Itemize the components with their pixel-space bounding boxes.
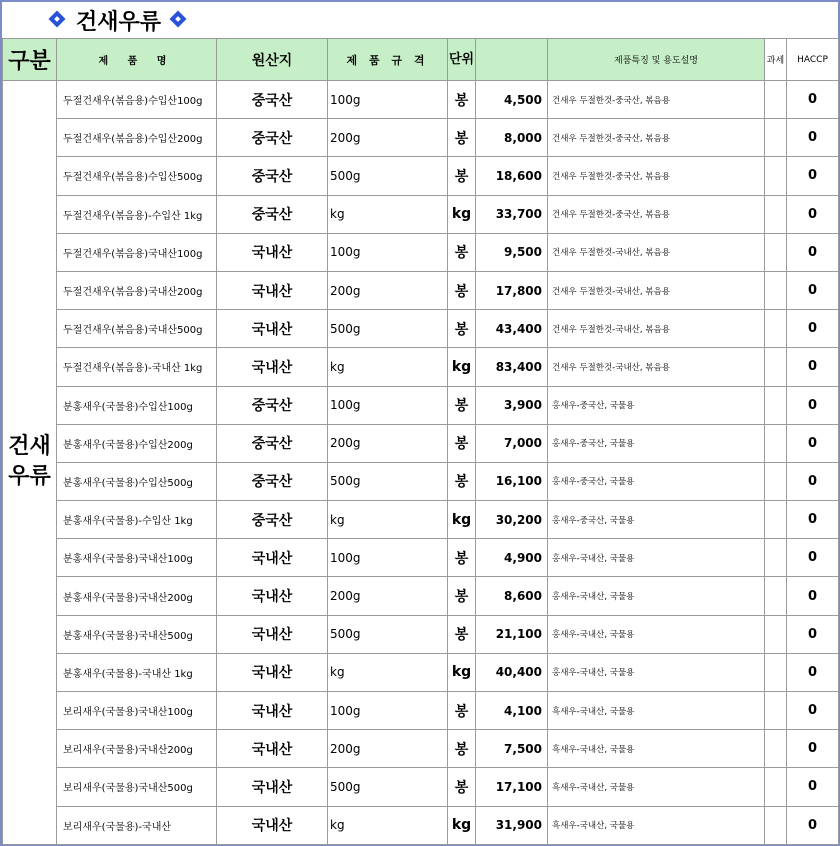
tax-cell[interactable] [765, 81, 787, 119]
origin-cell[interactable]: 국내산 [217, 768, 328, 806]
table-row [3, 424, 839, 462]
spec-cell[interactable]: 200g [328, 424, 448, 462]
table-row [3, 271, 839, 309]
spec-cell[interactable]: 100g [328, 233, 448, 271]
haccp-cell[interactable]: 0 [787, 424, 839, 462]
price-cell[interactable]: 17,100 [476, 768, 548, 806]
haccp-cell[interactable]: 0 [787, 271, 839, 309]
haccp-cell[interactable]: 0 [787, 157, 839, 195]
price-cell[interactable]: 18,600 [476, 157, 548, 195]
origin-cell[interactable]: 국내산 [217, 310, 328, 348]
origin-cell[interactable]: 중국산 [217, 195, 328, 233]
spec-cell[interactable]: kg [328, 195, 448, 233]
price-cell[interactable]: 40,400 [476, 653, 548, 691]
description-cell[interactable]: 건새우 두절한것-중국산, 볶음용 [548, 81, 765, 119]
tax-cell[interactable] [765, 501, 787, 539]
description-cell[interactable]: 건새우 두절한것-중국산, 볶음용 [548, 157, 765, 195]
tax-cell[interactable] [765, 692, 787, 730]
description-cell[interactable]: 홍새우-중국산, 국물용 [548, 386, 765, 424]
product-name-cell[interactable]: 분홍새우(국물용)국내산100g [57, 539, 217, 577]
haccp-cell[interactable]: 0 [787, 730, 839, 768]
product-name-cell[interactable]: 보리새우(국물용)-국내산 [57, 806, 217, 844]
unit-cell[interactable]: 봉 [448, 310, 476, 348]
header-description[interactable]: 제품특징 및 용도설명 [548, 39, 765, 81]
spec-cell[interactable]: kg [328, 501, 448, 539]
description-cell[interactable]: 건새우 두절한것-국내산, 볶음용 [548, 233, 765, 271]
product-name-cell[interactable]: 두절건새우(볶음용)국내산100g [57, 233, 217, 271]
spec-cell[interactable]: 500g [328, 615, 448, 653]
tax-cell[interactable] [765, 233, 787, 271]
unit-cell[interactable]: 봉 [448, 271, 476, 309]
table-row [3, 81, 839, 119]
spec-cell[interactable]: 500g [328, 310, 448, 348]
unit-cell[interactable]: 봉 [448, 692, 476, 730]
tax-cell[interactable] [765, 348, 787, 386]
origin-cell[interactable]: 중국산 [217, 157, 328, 195]
product-name-cell[interactable]: 두절건새우(볶음용)수입산100g [57, 81, 217, 119]
origin-cell[interactable]: 국내산 [217, 730, 328, 768]
table-row [3, 730, 839, 768]
description-cell[interactable]: 홍새우-중국산, 국물용 [548, 424, 765, 462]
unit-cell[interactable]: 봉 [448, 81, 476, 119]
header-haccp[interactable]: HACCP [787, 39, 839, 81]
table-row [3, 806, 839, 844]
price-cell[interactable]: 3,900 [476, 386, 548, 424]
haccp-cell[interactable]: 0 [787, 348, 839, 386]
unit-cell[interactable]: kg [448, 195, 476, 233]
product-name-cell[interactable]: 두절건새우(볶음용)-수입산 1kg [57, 195, 217, 233]
spec-cell[interactable]: kg [328, 806, 448, 844]
haccp-cell[interactable]: 0 [787, 768, 839, 806]
product-name-cell[interactable]: 분홍새우(국물용)국내산200g [57, 577, 217, 615]
description-cell[interactable]: 건새우 두절한것-중국산, 볶음용 [548, 195, 765, 233]
table-row [3, 310, 839, 348]
price-cell[interactable]: 30,200 [476, 501, 548, 539]
product-name-cell[interactable]: 분홍새우(국물용)-수입산 1kg [57, 501, 217, 539]
tax-cell[interactable] [765, 462, 787, 500]
origin-cell[interactable]: 중국산 [217, 462, 328, 500]
origin-cell[interactable]: 국내산 [217, 271, 328, 309]
table-row [3, 119, 839, 157]
unit-cell[interactable]: 봉 [448, 424, 476, 462]
tax-cell[interactable] [765, 157, 787, 195]
tax-cell[interactable] [765, 310, 787, 348]
table-row [3, 615, 839, 653]
product-name-cell[interactable]: 두절건새우(볶음용)수입산200g [57, 119, 217, 157]
spec-cell[interactable]: 100g [328, 539, 448, 577]
haccp-cell[interactable]: 0 [787, 577, 839, 615]
unit-cell[interactable]: 봉 [448, 233, 476, 271]
description-cell[interactable]: 홍새우-중국산, 국물용 [548, 501, 765, 539]
description-cell[interactable]: 건새우 두절한것-국내산, 볶음용 [548, 310, 765, 348]
origin-cell[interactable]: 국내산 [217, 692, 328, 730]
unit-cell[interactable]: 봉 [448, 768, 476, 806]
table-row [3, 653, 839, 691]
spec-cell[interactable]: 200g [328, 730, 448, 768]
price-cell[interactable]: 4,100 [476, 692, 548, 730]
tax-cell[interactable] [765, 653, 787, 691]
origin-cell[interactable]: 국내산 [217, 806, 328, 844]
table-row [3, 768, 839, 806]
header-spec[interactable]: 제 품 규 격 [328, 39, 448, 81]
price-cell[interactable]: 43,400 [476, 310, 548, 348]
origin-cell[interactable]: 국내산 [217, 653, 328, 691]
unit-cell[interactable]: 봉 [448, 577, 476, 615]
origin-cell[interactable]: 중국산 [217, 501, 328, 539]
spec-cell[interactable]: 100g [328, 386, 448, 424]
description-cell[interactable]: 흑새우-국내산, 국물용 [548, 768, 765, 806]
haccp-cell[interactable]: 0 [787, 806, 839, 844]
spec-cell[interactable]: 200g [328, 577, 448, 615]
price-cell[interactable]: 16,100 [476, 462, 548, 500]
tax-cell[interactable] [765, 539, 787, 577]
table-row [3, 386, 839, 424]
haccp-cell[interactable]: 0 [787, 81, 839, 119]
price-cell[interactable]: 31,900 [476, 806, 548, 844]
price-cell[interactable]: 8,000 [476, 119, 548, 157]
haccp-cell[interactable]: 0 [787, 195, 839, 233]
description-cell[interactable]: 건새우 두절한것-중국산, 볶음용 [548, 119, 765, 157]
table-row [3, 692, 839, 730]
origin-cell[interactable]: 중국산 [217, 424, 328, 462]
spec-cell[interactable]: 100g [328, 81, 448, 119]
haccp-cell[interactable]: 0 [787, 119, 839, 157]
price-cell[interactable]: 17,800 [476, 271, 548, 309]
table-row [3, 539, 839, 577]
origin-cell[interactable]: 국내산 [217, 577, 328, 615]
price-cell[interactable]: 83,400 [476, 348, 548, 386]
table-row [3, 501, 839, 539]
price-cell[interactable]: 4,500 [476, 81, 548, 119]
price-cell[interactable]: 9,500 [476, 233, 548, 271]
price-cell[interactable]: 7,000 [476, 424, 548, 462]
unit-cell[interactable]: 봉 [448, 730, 476, 768]
unit-cell[interactable]: 봉 [448, 615, 476, 653]
tax-cell[interactable] [765, 806, 787, 844]
description-cell[interactable]: 건새우 두절한것-국내산, 볶음용 [548, 348, 765, 386]
spec-cell[interactable]: 200g [328, 271, 448, 309]
table-row [3, 462, 839, 500]
product-name-cell[interactable]: 두절건새우(볶음용)수입산500g [57, 157, 217, 195]
unit-cell[interactable]: 봉 [448, 157, 476, 195]
tax-cell[interactable] [765, 730, 787, 768]
haccp-cell[interactable]: 0 [787, 386, 839, 424]
product-name-cell[interactable]: 보리새우(국물용)국내산200g [57, 730, 217, 768]
unit-cell[interactable]: 봉 [448, 119, 476, 157]
price-cell[interactable]: 4,900 [476, 539, 548, 577]
tax-cell[interactable] [765, 768, 787, 806]
haccp-cell[interactable]: 0 [787, 615, 839, 653]
price-cell[interactable]: 8,600 [476, 577, 548, 615]
tax-cell[interactable] [765, 577, 787, 615]
unit-cell[interactable]: 봉 [448, 462, 476, 500]
table-row [3, 577, 839, 615]
table-row [3, 233, 839, 271]
description-cell[interactable]: 홍새우-중국산, 국물용 [548, 462, 765, 500]
origin-cell[interactable]: 중국산 [217, 386, 328, 424]
tax-cell[interactable] [765, 195, 787, 233]
product-table [2, 38, 839, 845]
price-cell[interactable]: 33,700 [476, 195, 548, 233]
description-cell[interactable]: 홍새우-국내산, 국물용 [548, 577, 765, 615]
origin-cell[interactable]: 국내산 [217, 233, 328, 271]
description-cell[interactable]: 흑새우-국내산, 국물용 [548, 806, 765, 844]
blue-diamond-icon [171, 12, 187, 28]
tax-cell[interactable] [765, 386, 787, 424]
title-bar [2, 2, 838, 38]
origin-cell[interactable]: 국내산 [217, 348, 328, 386]
header-tax[interactable]: 과세 [765, 39, 787, 81]
spec-cell[interactable]: kg [328, 348, 448, 386]
unit-cell[interactable]: kg [448, 653, 476, 691]
header-product-name[interactable]: 제 품 명 [57, 39, 217, 81]
haccp-cell[interactable]: 0 [787, 310, 839, 348]
origin-cell[interactable]: 국내산 [217, 539, 328, 577]
price-cell[interactable]: 21,100 [476, 615, 548, 653]
table-body [3, 81, 839, 845]
product-name-cell[interactable]: 두절건새우(볶음용)-국내산 1kg [57, 348, 217, 386]
origin-cell[interactable]: 중국산 [217, 81, 328, 119]
haccp-cell[interactable]: 0 [787, 501, 839, 539]
header-price[interactable] [476, 39, 548, 81]
haccp-cell[interactable]: 0 [787, 233, 839, 271]
category-cell[interactable]: 건새 우류 [3, 81, 57, 845]
table-row [3, 157, 839, 195]
product-name-cell[interactable]: 보리새우(국물용)국내산500g [57, 768, 217, 806]
unit-cell[interactable]: kg [448, 348, 476, 386]
header-origin[interactable]: 원산지 [217, 39, 328, 81]
product-name-cell[interactable]: 두절건새우(볶음용)국내산200g [57, 271, 217, 309]
header-row [3, 39, 839, 81]
tax-cell[interactable] [765, 271, 787, 309]
page-title: 건새우류 [76, 9, 162, 35]
unit-cell[interactable]: 봉 [448, 539, 476, 577]
product-name-cell[interactable]: 분홍새우(국물용)수입산500g [57, 462, 217, 500]
spec-cell[interactable]: 500g [328, 157, 448, 195]
description-cell[interactable]: 건새우 두절한것-국내산, 볶음용 [548, 271, 765, 309]
unit-cell[interactable]: kg [448, 806, 476, 844]
product-name-cell[interactable]: 분홍새우(국물용)-국내산 1kg [57, 653, 217, 691]
spec-cell[interactable]: 200g [328, 119, 448, 157]
price-cell[interactable]: 7,500 [476, 730, 548, 768]
product-name-cell[interactable]: 두절건새우(볶음용)국내산500g [57, 310, 217, 348]
haccp-cell[interactable]: 0 [787, 692, 839, 730]
spec-cell[interactable]: 500g [328, 768, 448, 806]
header-unit[interactable]: 단위 [448, 39, 476, 81]
description-cell[interactable]: 홍새우-국내산, 국물용 [548, 615, 765, 653]
spec-cell[interactable]: 100g [328, 692, 448, 730]
spec-cell[interactable]: kg [328, 653, 448, 691]
unit-cell[interactable]: kg [448, 501, 476, 539]
product-name-cell[interactable]: 분홍새우(국물용)국내산500g [57, 615, 217, 653]
product-name-cell[interactable]: 분홍새우(국물용)수입산200g [57, 424, 217, 462]
haccp-cell[interactable]: 0 [787, 539, 839, 577]
product-name-cell[interactable]: 분홍새우(국물용)수입산100g [57, 386, 217, 424]
table-row [3, 348, 839, 386]
haccp-cell[interactable]: 0 [787, 462, 839, 500]
description-cell[interactable]: 흑새우-국내산, 국물용 [548, 730, 765, 768]
description-cell[interactable]: 홍새우-국내산, 국물용 [548, 539, 765, 577]
product-name-cell[interactable]: 보리새우(국물용)국내산100g [57, 692, 217, 730]
haccp-cell[interactable]: 0 [787, 653, 839, 691]
origin-cell[interactable]: 국내산 [217, 615, 328, 653]
origin-cell[interactable]: 중국산 [217, 119, 328, 157]
spec-cell[interactable]: 500g [328, 462, 448, 500]
description-cell[interactable]: 홍새우-국내산, 국물용 [548, 653, 765, 691]
unit-cell[interactable]: 봉 [448, 386, 476, 424]
description-cell[interactable]: 흑새우-국내산, 국물용 [548, 692, 765, 730]
header-gubun[interactable]: 구분 [3, 39, 57, 81]
tax-cell[interactable] [765, 615, 787, 653]
tax-cell[interactable] [765, 119, 787, 157]
tax-cell[interactable] [765, 424, 787, 462]
blue-diamond-icon [50, 12, 66, 28]
table-row [3, 195, 839, 233]
